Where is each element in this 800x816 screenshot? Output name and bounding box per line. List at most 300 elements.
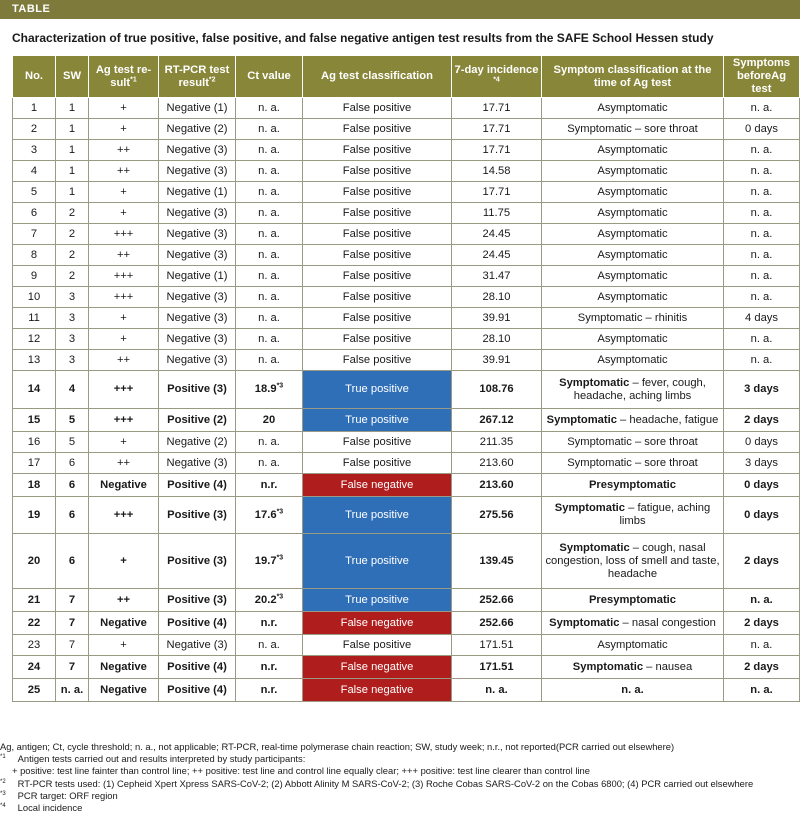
incidence: 211.35: [479, 435, 514, 448]
study-week: 6: [68, 554, 76, 567]
study-week-cell: [56, 98, 89, 119]
symptom-lead: Asymptomatic: [597, 332, 668, 345]
ct-value: n. a.: [258, 143, 280, 156]
ag-test-result: +: [120, 101, 127, 114]
ag-test-classification-cell: [303, 612, 452, 635]
rtpcr-result-cell: [159, 161, 236, 182]
row-number-cell: [13, 534, 56, 589]
row-number-cell: [13, 98, 56, 119]
incidence-cell: [452, 308, 542, 329]
ag-test-classification: False negative: [340, 478, 414, 491]
incidence: 31.47: [482, 269, 511, 282]
ct-value-cell: [236, 161, 303, 182]
ag-test-classification-cell: [303, 98, 452, 119]
row-number: 14: [27, 383, 41, 395]
rtpcr-result: Negative (3): [166, 638, 228, 651]
incidence: 17.71: [482, 101, 511, 114]
ag-test-classification: False positive: [342, 206, 412, 219]
symptoms-before: n. a.: [750, 353, 773, 366]
symptom-lead: Asymptomatic: [597, 638, 668, 651]
row-number: 10: [27, 290, 41, 303]
symptom-classification-cell: [542, 329, 724, 350]
ct-value-cell: [236, 409, 303, 432]
rtpcr-result-cell: [159, 266, 236, 287]
table-row: [13, 98, 800, 119]
study-week: 7: [68, 616, 76, 629]
symptoms-before: n. a.: [750, 290, 773, 303]
ag-test-classification: False positive: [342, 332, 412, 345]
ag-test-result: +: [120, 206, 127, 219]
study-week: 1: [68, 122, 76, 135]
row-number-cell: [13, 350, 56, 371]
row-number-cell: [13, 308, 56, 329]
row-number: 6: [30, 206, 38, 219]
symptoms-before: 0 days: [744, 478, 779, 491]
incidence-cell: [452, 497, 542, 534]
row-number: 13: [27, 353, 41, 366]
incidence-cell: [452, 182, 542, 203]
incidence-cell: [452, 432, 542, 453]
symptom-lead: Symptomatic: [567, 435, 632, 448]
study-week-cell: [56, 245, 89, 266]
ag-test-result-cell: [89, 224, 159, 245]
ag-test-classification: False positive: [342, 353, 412, 366]
column-header: [452, 56, 542, 98]
symptoms-before-cell: [724, 497, 800, 534]
table-row: [13, 432, 800, 453]
incidence: 11.75: [482, 206, 511, 219]
ag-test-result: Negative: [100, 616, 147, 629]
table-row: [13, 308, 800, 329]
symptom-detail: – sore throat: [631, 122, 698, 135]
symptoms-before: 3 days: [745, 456, 778, 469]
rtpcr-result: Negative (3): [166, 290, 228, 303]
ct-value-cell: [236, 119, 303, 140]
symptom-lead: Symptomatic: [549, 616, 620, 629]
incidence-cell: [452, 119, 542, 140]
ag-test-result: ++: [116, 456, 131, 469]
column-header-label: Ct value: [247, 70, 291, 82]
ct-value: 17.6: [254, 508, 277, 521]
symptom-detail: – fever, cough, headache, aching limbs: [573, 376, 706, 402]
study-week-cell: [56, 612, 89, 635]
table-row: [13, 656, 800, 679]
ag-test-classification-cell: [303, 635, 452, 656]
symptom-lead: Asymptomatic: [597, 101, 668, 114]
table-row: [13, 409, 800, 432]
symptoms-before: 2 days: [744, 413, 779, 426]
ag-test-result: +: [120, 638, 127, 651]
study-week: 6: [68, 478, 76, 491]
rtpcr-result: Positive (4): [167, 660, 227, 673]
table-row: [13, 679, 800, 702]
ag-test-result-cell: [89, 534, 159, 589]
row-number: 4: [30, 164, 38, 177]
symptom-lead: Symptomatic: [577, 311, 643, 324]
symptom-lead: Symptomatic: [546, 413, 617, 426]
footnote-mark: *2: [208, 75, 216, 83]
table-row: [13, 453, 800, 474]
ct-value-cell: [236, 266, 303, 287]
footnote-abbreviations: Ag, antigen; Ct, cycle threshold; n. a., not applicable; RT-PCR, real-time polymerase chain reaction; SW, study week; n.r., not reported(PCR carried out elsewhere): [0, 741, 675, 752]
symptom-lead: Presymptomatic: [588, 478, 677, 491]
rtpcr-result-cell: [159, 287, 236, 308]
study-week-cell: [56, 589, 89, 612]
study-week: 6: [68, 508, 76, 521]
ct-value: n. a.: [258, 185, 280, 198]
ag-test-result: +: [120, 122, 127, 135]
rtpcr-result-cell: [159, 656, 236, 679]
symptom-detail: – headache, fatigue: [616, 413, 719, 426]
rtpcr-result: Positive (2): [167, 413, 227, 426]
symptom-classification-cell: [542, 679, 724, 702]
symptom-lead: Symptomatic: [567, 456, 632, 469]
ag-test-classification: False positive: [342, 143, 412, 156]
ct-value: n. a.: [258, 227, 280, 240]
ag-test-classification: False positive: [342, 101, 412, 114]
symptoms-before-cell: [724, 161, 800, 182]
column-header: [13, 56, 56, 98]
ag-test-result: +: [120, 435, 127, 448]
row-number-cell: [13, 474, 56, 497]
symptoms-before-cell: [724, 534, 800, 589]
symptoms-before-cell: [724, 589, 800, 612]
row-number: 12: [27, 332, 41, 345]
ct-value: n. a.: [258, 101, 280, 114]
incidence-cell: [452, 453, 542, 474]
table-body: [13, 98, 800, 702]
symptom-lead: Presymptomatic: [588, 593, 677, 606]
ag-test-result: +: [120, 185, 127, 198]
symptom-classification-cell: [542, 245, 724, 266]
symptoms-before: 2 days: [744, 660, 779, 673]
incidence: 24.45: [482, 248, 511, 261]
ct-value-cell: [236, 453, 303, 474]
rtpcr-result-cell: [159, 329, 236, 350]
ag-test-classification: False positive: [342, 122, 412, 135]
symptoms-before-cell: [724, 224, 800, 245]
ag-test-classification-cell: [303, 308, 452, 329]
row-number-cell: [13, 589, 56, 612]
incidence-cell: [452, 371, 542, 409]
row-number: 23: [27, 638, 41, 651]
ag-test-result: Negative: [100, 660, 147, 673]
rtpcr-result-cell: [159, 245, 236, 266]
ag-test-classification: False positive: [342, 164, 412, 177]
symptoms-before-cell: [724, 266, 800, 287]
rtpcr-result: Positive (3): [167, 554, 227, 567]
row-number: 24: [27, 660, 41, 673]
symptoms-before: 4 days: [745, 311, 778, 324]
ag-test-result: ++: [116, 164, 131, 177]
ag-test-result: +++: [113, 290, 134, 303]
ag-test-classification: False positive: [342, 185, 412, 198]
rtpcr-result: Negative (3): [166, 248, 228, 261]
row-number: 20: [27, 554, 41, 567]
ag-test-classification-cell: [303, 161, 452, 182]
column-header-label: 7-day incidence: [454, 63, 539, 76]
rtpcr-result: Negative (3): [166, 206, 228, 219]
rtpcr-result-cell: [159, 350, 236, 371]
ag-test-classification-cell: [303, 432, 452, 453]
column-header-label: Ag test classification: [321, 70, 433, 82]
ag-test-result: +++: [113, 227, 134, 240]
study-week-cell: [56, 287, 89, 308]
table-row: [13, 474, 800, 497]
symptoms-before: 0 days: [745, 435, 778, 448]
incidence-cell: [452, 656, 542, 679]
symptom-detail: – sore throat: [631, 456, 698, 469]
study-week-cell: [56, 453, 89, 474]
rtpcr-result-cell: [159, 119, 236, 140]
incidence: 108.76: [479, 383, 514, 395]
incidence-cell: [452, 612, 542, 635]
rtpcr-result: Negative (1): [166, 101, 228, 114]
symptom-detail: – nausea: [643, 660, 693, 673]
ct-value: n. a.: [258, 638, 280, 651]
table-row: [13, 161, 800, 182]
study-week: 1: [68, 101, 76, 114]
ag-test-result-cell: [89, 329, 159, 350]
footnote-mark: *1: [130, 75, 137, 83]
ag-test-classification-cell: [303, 203, 452, 224]
symptom-lead: Symptomatic: [559, 376, 630, 389]
symptoms-before-cell: [724, 182, 800, 203]
row-number: 17: [27, 456, 41, 469]
row-number: 11: [28, 311, 40, 324]
symptoms-before: n. a.: [750, 101, 773, 114]
incidence-cell: [452, 589, 542, 612]
rtpcr-result: Negative (2): [166, 122, 228, 135]
symptom-classification-cell: [542, 350, 724, 371]
footnote-mark: *3: [276, 382, 284, 390]
ct-value-cell: [236, 497, 303, 534]
study-week-cell: [56, 371, 89, 409]
study-week-cell: [56, 635, 89, 656]
ct-value-cell: [236, 182, 303, 203]
row-number: 1: [30, 101, 38, 114]
row-number-cell: [13, 635, 56, 656]
study-week-cell: [56, 497, 89, 534]
ag-test-result: Negative: [100, 478, 147, 491]
symptom-classification-cell: [542, 534, 724, 589]
study-week-cell: [56, 308, 89, 329]
ag-test-classification-cell: [303, 329, 452, 350]
ct-value-cell: [236, 612, 303, 635]
study-week: 1: [68, 164, 76, 177]
footnote-mark: *2: [0, 778, 6, 785]
row-number: 19: [27, 508, 41, 521]
symptoms-before: n. a.: [750, 227, 773, 240]
ag-test-classification-cell: [303, 679, 452, 702]
rtpcr-result: Negative (1): [166, 269, 228, 282]
rtpcr-result: Positive (3): [167, 508, 227, 521]
ag-test-result: ++: [116, 353, 131, 366]
symptom-lead: Symptomatic: [567, 122, 632, 135]
ag-test-result-cell: [89, 203, 159, 224]
incidence: 171.51: [479, 638, 514, 651]
symptom-classification-cell: [542, 140, 724, 161]
rtpcr-result-cell: [159, 453, 236, 474]
incidence-cell: [452, 287, 542, 308]
column-header-label: Ag test re- sult: [95, 63, 152, 89]
incidence: 171.51: [479, 660, 514, 673]
incidence-cell: [452, 98, 542, 119]
ag-test-classification: True positive: [345, 508, 409, 521]
symptom-detail: – fatigue, aching limbs: [619, 502, 711, 527]
ct-value-cell: [236, 474, 303, 497]
ct-value: 19.7: [254, 554, 277, 567]
ag-test-classification: False positive: [342, 227, 412, 240]
rtpcr-result-cell: [159, 612, 236, 635]
symptom-lead: Asymptomatic: [597, 227, 668, 240]
row-number: 15: [27, 413, 41, 426]
footnote-1: Antigen tests carried out and results interpreted by study participants:: [17, 753, 306, 765]
study-week-cell: [56, 140, 89, 161]
study-week: 7: [68, 660, 76, 673]
row-number: 25: [27, 683, 41, 696]
ag-test-result: +++: [113, 413, 134, 426]
incidence-cell: [452, 140, 542, 161]
ct-value-cell: [236, 329, 303, 350]
row-number: 8: [30, 248, 38, 261]
table-row: [13, 635, 800, 656]
ag-test-result-cell: [89, 287, 159, 308]
study-week-cell: [56, 182, 89, 203]
symptom-classification-cell: [542, 635, 724, 656]
ag-test-result-cell: [89, 612, 159, 635]
symptom-classification-cell: [542, 432, 724, 453]
ct-value: n. a.: [258, 290, 280, 303]
ct-value-cell: [236, 224, 303, 245]
ag-test-result-cell: [89, 161, 159, 182]
ag-test-result: ++: [116, 143, 131, 156]
incidence-cell: [452, 474, 542, 497]
row-number-cell: [13, 497, 56, 534]
ag-test-classification: False positive: [342, 290, 412, 303]
ag-test-result-cell: [89, 245, 159, 266]
footnote-mark: *4: [0, 802, 6, 809]
ag-test-classification-cell: [303, 245, 452, 266]
symptoms-before-cell: [724, 432, 800, 453]
symptom-lead: Symptomatic: [559, 541, 630, 554]
ag-test-classification-cell: [303, 371, 452, 409]
ct-value: n. a.: [258, 435, 280, 448]
rtpcr-result: Positive (3): [167, 383, 227, 395]
table-row: [13, 182, 800, 203]
ct-value: n. a.: [258, 248, 280, 261]
incidence-cell: [452, 409, 542, 432]
row-number-cell: [13, 266, 56, 287]
table-row: [13, 245, 800, 266]
ag-test-classification: False negative: [340, 616, 414, 629]
column-header: [542, 56, 724, 98]
symptom-lead: Asymptomatic: [597, 164, 668, 177]
rtpcr-result-cell: [159, 679, 236, 702]
table-row: [13, 140, 800, 161]
study-week: 5: [68, 435, 76, 448]
symptom-classification-cell: [542, 371, 724, 409]
symptoms-before-cell: [724, 203, 800, 224]
footnote-3: PCR target: ORF region: [17, 789, 118, 801]
results-table: [12, 55, 800, 702]
symptom-classification-cell: [542, 589, 724, 612]
footnote-1-detail: + positive: test line fainter than control line; ++ positive: test line and control line equally clear; +++ positive: test line clearer than control line: [12, 765, 590, 777]
study-week: 2: [68, 269, 76, 282]
footnote-4: Local incidence: [17, 802, 83, 814]
symptom-lead: Asymptomatic: [597, 290, 668, 303]
ag-test-classification: True positive: [345, 554, 409, 567]
ag-test-result-cell: [89, 308, 159, 329]
symptom-classification-cell: [542, 612, 724, 635]
row-number: 16: [27, 435, 41, 448]
symptom-classification-cell: [542, 497, 724, 534]
study-week: 2: [68, 248, 76, 261]
study-week: 2: [68, 206, 76, 219]
symptom-lead: Asymptomatic: [597, 206, 668, 219]
symptom-classification-cell: [542, 98, 724, 119]
study-week: n. a.: [60, 683, 84, 696]
ag-test-result: +++: [113, 269, 134, 282]
row-number: 21: [27, 593, 41, 606]
symptoms-before: n. a.: [750, 164, 773, 177]
incidence-cell: [452, 203, 542, 224]
ct-value: 20: [262, 413, 276, 426]
ct-value: n. a.: [258, 122, 280, 135]
footnote-2: RT-PCR tests used: (1) Cepheid Xpert Xpress SARS-CoV-2; (2) Abbott Alinity M SARS-CoV-2; (3) Roche Cobas SARS-CoV-2 on the Cobas 6800; (4) PCR carried out elsewhere: [17, 777, 754, 789]
symptoms-before: n. a.: [750, 248, 773, 261]
ag-test-classification: True positive: [345, 383, 409, 395]
ct-value-cell: [236, 635, 303, 656]
ag-test-result: +: [120, 554, 127, 567]
ct-value-cell: [236, 287, 303, 308]
ct-value-cell: [236, 98, 303, 119]
ct-value: 20.2: [254, 593, 277, 606]
column-header-label: SW: [62, 70, 82, 82]
ag-test-classification: True positive: [345, 413, 409, 426]
row-number: 2: [30, 122, 38, 135]
ag-test-classification: False positive: [342, 456, 412, 469]
ct-value-cell: [236, 534, 303, 589]
symptom-classification-cell: [542, 119, 724, 140]
table-row: [13, 329, 800, 350]
row-number: 5: [30, 185, 38, 198]
ag-test-result-cell: [89, 679, 159, 702]
ct-value: n.r.: [260, 616, 278, 629]
ag-test-classification-cell: [303, 224, 452, 245]
ct-value: n.r.: [260, 683, 278, 696]
incidence: 24.45: [482, 227, 511, 240]
row-number-cell: [13, 203, 56, 224]
footnote-mark: *3: [276, 592, 284, 600]
ag-test-result-cell: [89, 182, 159, 203]
table-title: Characterization of true positive, false positive, and false negative antigen test results from the SAFE School Hessen study: [12, 31, 714, 45]
row-number: 18: [27, 478, 41, 491]
rtpcr-result-cell: [159, 98, 236, 119]
footnote-mark: *4: [493, 75, 500, 83]
symptom-classification-cell: [542, 308, 724, 329]
row-number-cell: [13, 371, 56, 409]
ag-test-classification-cell: [303, 534, 452, 589]
study-week-cell: [56, 329, 89, 350]
ag-test-classification-cell: [303, 497, 452, 534]
incidence: 17.71: [482, 122, 511, 135]
symptom-classification-cell: [542, 266, 724, 287]
ag-test-classification-cell: [303, 266, 452, 287]
symptoms-before: 3 days: [744, 383, 779, 395]
ag-test-result-cell: [89, 635, 159, 656]
footnote-mark: *3: [0, 790, 6, 797]
